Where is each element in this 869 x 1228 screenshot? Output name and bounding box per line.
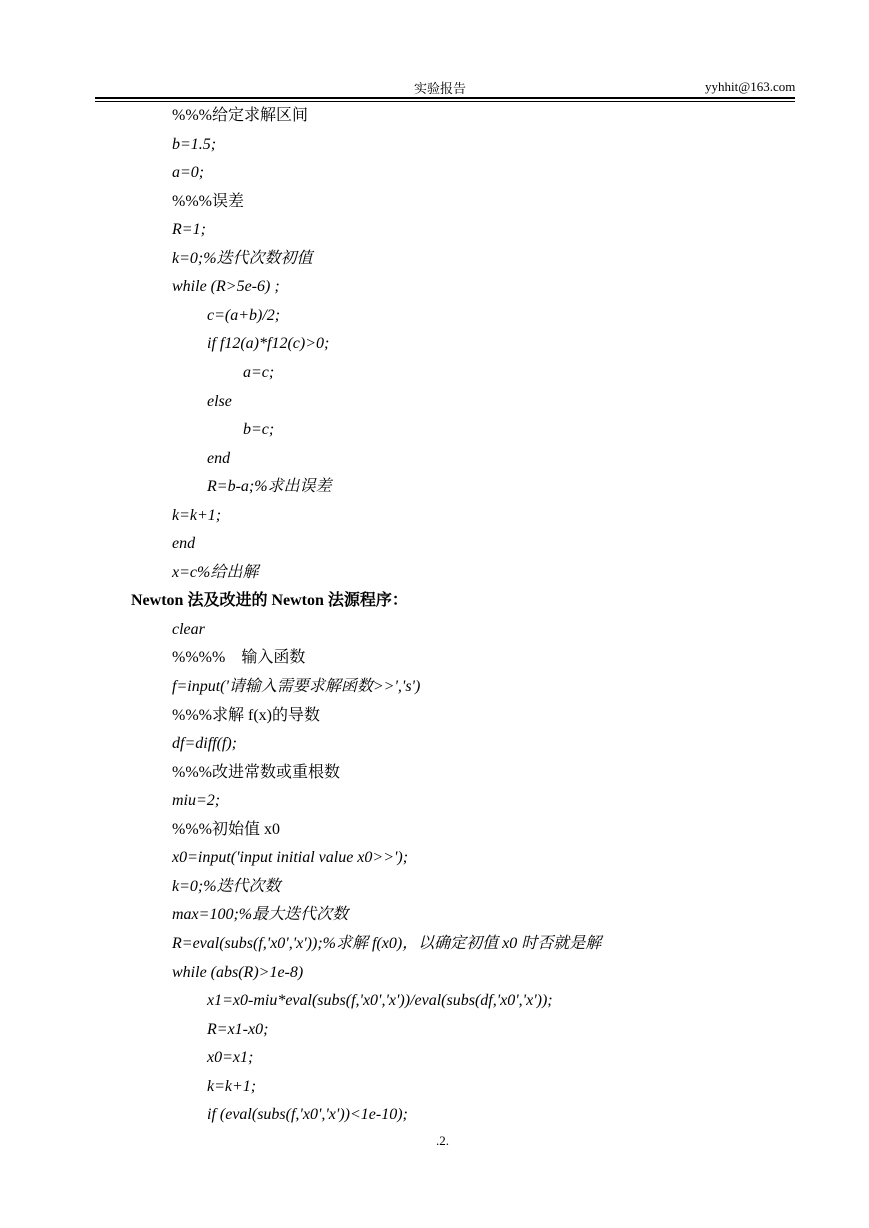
code-line: x=c%给出解 <box>172 563 259 581</box>
code-line: %%%% 输入函数 <box>172 649 306 667</box>
code-line: k=k+1; <box>207 1077 257 1095</box>
code-line: b=1.5; <box>172 135 217 153</box>
code-line: %%%求解 f(x)的导数 <box>172 706 320 724</box>
code-line: x1=x0-miu*eval(subs(f,'x0','x'))/eval(subs(df,'x0','x')); <box>207 992 553 1010</box>
code-line: if (eval(subs(f,'x0','x'))<1e-10); <box>207 1106 408 1124</box>
page-header <box>0 0 869 100</box>
code-line: end <box>172 535 196 553</box>
code-line: R=b-a;%求出误差 <box>207 478 332 496</box>
code-line: b=c; <box>243 421 275 439</box>
code-line: %%%初始值 x0 <box>172 820 280 838</box>
code-line: else <box>207 392 232 410</box>
section-heading: Newton 法及改进的 Newton 法源程序： <box>131 592 408 610</box>
code-line: %%%给定求解区间 <box>172 107 308 124</box>
code-line: k=0;%迭代次数初值 <box>172 249 313 267</box>
header-title: 实验报告 <box>414 81 467 96</box>
header-rule <box>95 97 795 99</box>
code-line: R=1; <box>172 221 206 239</box>
code-line: while (R>5e-6) ; <box>172 278 280 296</box>
code-line: x0=x1; <box>207 1049 254 1067</box>
code-line: a=c; <box>243 363 275 381</box>
code-line: df=diff(f); <box>172 735 238 753</box>
page-number: .2. <box>436 1133 449 1148</box>
code-line: while (abs(R)>1e-8) <box>172 963 304 981</box>
code-line: %%%误差 <box>172 192 244 210</box>
header-email: yyhhit@163.com <box>705 79 796 94</box>
code-line: R=x1-x0; <box>207 1020 269 1038</box>
code-line: R=eval(subs(f,'x0','x'));%求解 f(x0)，以确定初值 x0 时否就是解 <box>172 934 602 952</box>
code-line: max=100;%最大迭代次数 <box>172 906 349 924</box>
code-line: if f12(a)*f12(c)>0; <box>207 335 330 353</box>
code-line: miu=2; <box>172 792 221 810</box>
code-line: a=0; <box>172 164 205 182</box>
code-line: %%%改进常数或重根数 <box>172 763 340 781</box>
code-line: clear <box>172 620 205 638</box>
code-line: k=k+1; <box>172 506 222 524</box>
code-line: f=input('请输入需要求解函数>>','s') <box>172 678 421 695</box>
code-line: x0=input('input initial value x0>>'); <box>172 849 409 867</box>
code-line: c=(a+b)/2; <box>207 306 281 324</box>
code-line: k=0;%迭代次数 <box>172 877 281 895</box>
code-line: end <box>207 449 231 467</box>
